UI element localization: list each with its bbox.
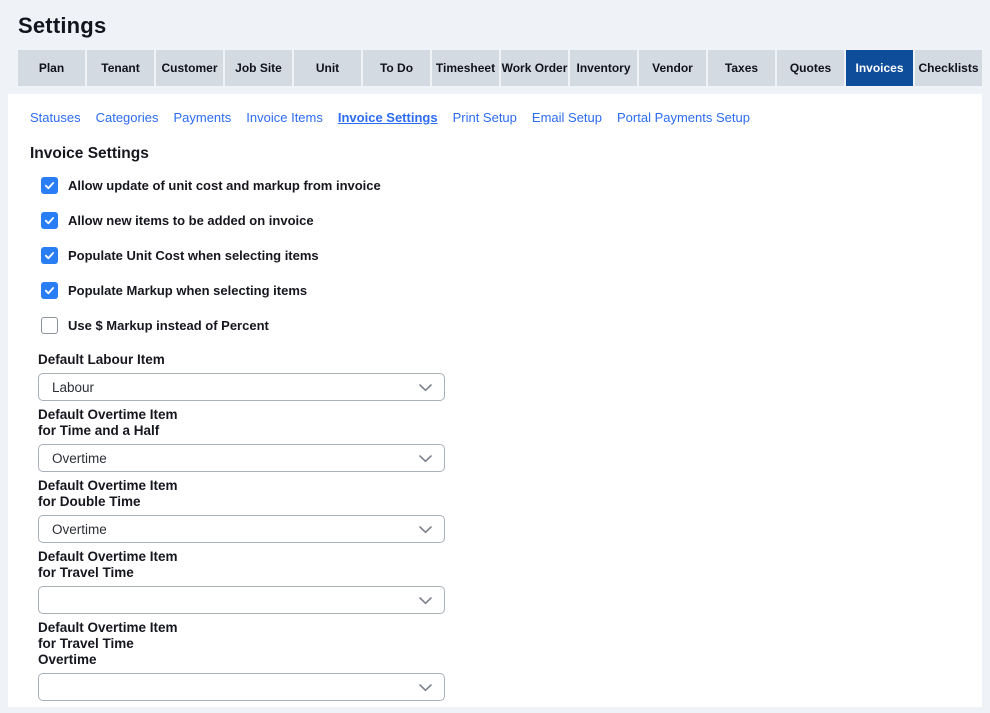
- form-field: [38, 478, 968, 543]
- form-field: [38, 352, 968, 401]
- select-default-overtime-item-for-time-and-a-half[interactable]: [38, 444, 445, 472]
- checkbox-row: [41, 247, 968, 264]
- checkbox-allow-new-items-to-be-added-on-invoice[interactable]: [41, 212, 58, 229]
- tab-vendor[interactable]: Vendor: [639, 50, 706, 86]
- form-fields: [38, 352, 968, 701]
- check-icon: [44, 285, 55, 296]
- select-default-overtime-item-for-double-time[interactable]: [38, 515, 445, 543]
- subnav-statuses[interactable]: Statuses: [30, 110, 81, 125]
- form-field: [38, 549, 968, 614]
- select-default-overtime-item-for-travel-time-overtime[interactable]: [38, 673, 445, 701]
- subnav-categories[interactable]: Categories: [95, 110, 159, 125]
- checkbox-label: Populate Markup when selecting items: [68, 283, 308, 298]
- form-field: [38, 620, 968, 701]
- field-label: Default Labour Item: [38, 352, 165, 367]
- tab-job-site[interactable]: Job Site: [225, 50, 292, 86]
- tab-plan[interactable]: Plan: [18, 50, 85, 86]
- chevron-down-icon: [419, 597, 432, 605]
- checkbox-row: [41, 177, 968, 194]
- tab-timesheet[interactable]: Timesheet: [432, 50, 499, 86]
- check-icon: [44, 215, 55, 226]
- field-label: Default Overtime Item for Travel Time: [38, 549, 178, 580]
- tab-unit[interactable]: Unit: [294, 50, 361, 86]
- subnav-portal-payments-setup[interactable]: Portal Payments Setup: [617, 110, 750, 125]
- tab-inventory[interactable]: Inventory: [570, 50, 637, 86]
- tab-bar: [18, 50, 982, 86]
- select-value: Overtime: [52, 521, 107, 537]
- form-field: [38, 407, 968, 472]
- chevron-down-icon: [419, 384, 432, 392]
- page-title: Settings: [18, 13, 107, 38]
- section-heading: Invoice Settings: [30, 145, 149, 162]
- checkbox-use-markup-instead-of-percent[interactable]: [41, 317, 58, 334]
- content-card: [8, 94, 982, 707]
- tab-quotes[interactable]: Quotes: [777, 50, 844, 86]
- tab-to-do[interactable]: To Do: [363, 50, 430, 86]
- subnav: [22, 110, 968, 125]
- checkbox-label: Allow update of unit cost and markup from invoice: [68, 178, 381, 193]
- field-label: Default Overtime Item for Time and a Half: [38, 407, 178, 438]
- subnav-invoice-items[interactable]: Invoice Items: [246, 110, 323, 125]
- tab-work-order[interactable]: Work Order: [501, 50, 568, 86]
- checkbox-allow-update-of-unit-cost-and-markup-from-invoice[interactable]: [41, 177, 58, 194]
- tab-customer[interactable]: Customer: [156, 50, 223, 86]
- subnav-email-setup[interactable]: Email Setup: [531, 110, 602, 125]
- checkbox-row: [41, 212, 968, 229]
- select-default-labour-item[interactable]: [38, 373, 445, 401]
- checkbox-populate-unit-cost-when-selecting-items[interactable]: [41, 247, 58, 264]
- field-label: Default Overtime Item for Double Time: [38, 478, 178, 509]
- checkbox-label: Use $ Markup instead of Percent: [68, 318, 269, 333]
- chevron-down-icon: [419, 684, 432, 692]
- checkbox-label: Populate Unit Cost when selecting items: [68, 248, 319, 263]
- tab-checklists[interactable]: Checklists: [915, 50, 982, 86]
- checkbox-row: [41, 282, 968, 299]
- select-value: Labour: [52, 379, 95, 395]
- checkbox-label: Allow new items to be added on invoice: [68, 213, 314, 228]
- select-default-overtime-item-for-travel-time[interactable]: [38, 586, 445, 614]
- subnav-payments[interactable]: Payments: [173, 110, 232, 125]
- tab-taxes[interactable]: Taxes: [708, 50, 775, 86]
- tab-tenant[interactable]: Tenant: [87, 50, 154, 86]
- tab-invoices[interactable]: Invoices: [846, 50, 913, 86]
- checkbox-populate-markup-when-selecting-items[interactable]: [41, 282, 58, 299]
- chevron-down-icon: [419, 526, 432, 534]
- subnav-print-setup[interactable]: Print Setup: [452, 110, 517, 125]
- checkbox-row: [41, 317, 968, 334]
- subnav-invoice-settings[interactable]: Invoice Settings: [337, 110, 438, 125]
- field-label: Default Overtime Item for Travel Time Overtime: [38, 620, 178, 667]
- check-icon: [44, 180, 55, 191]
- checkbox-list: [41, 177, 968, 334]
- select-value: Overtime: [52, 450, 107, 466]
- check-icon: [44, 250, 55, 261]
- chevron-down-icon: [419, 455, 432, 463]
